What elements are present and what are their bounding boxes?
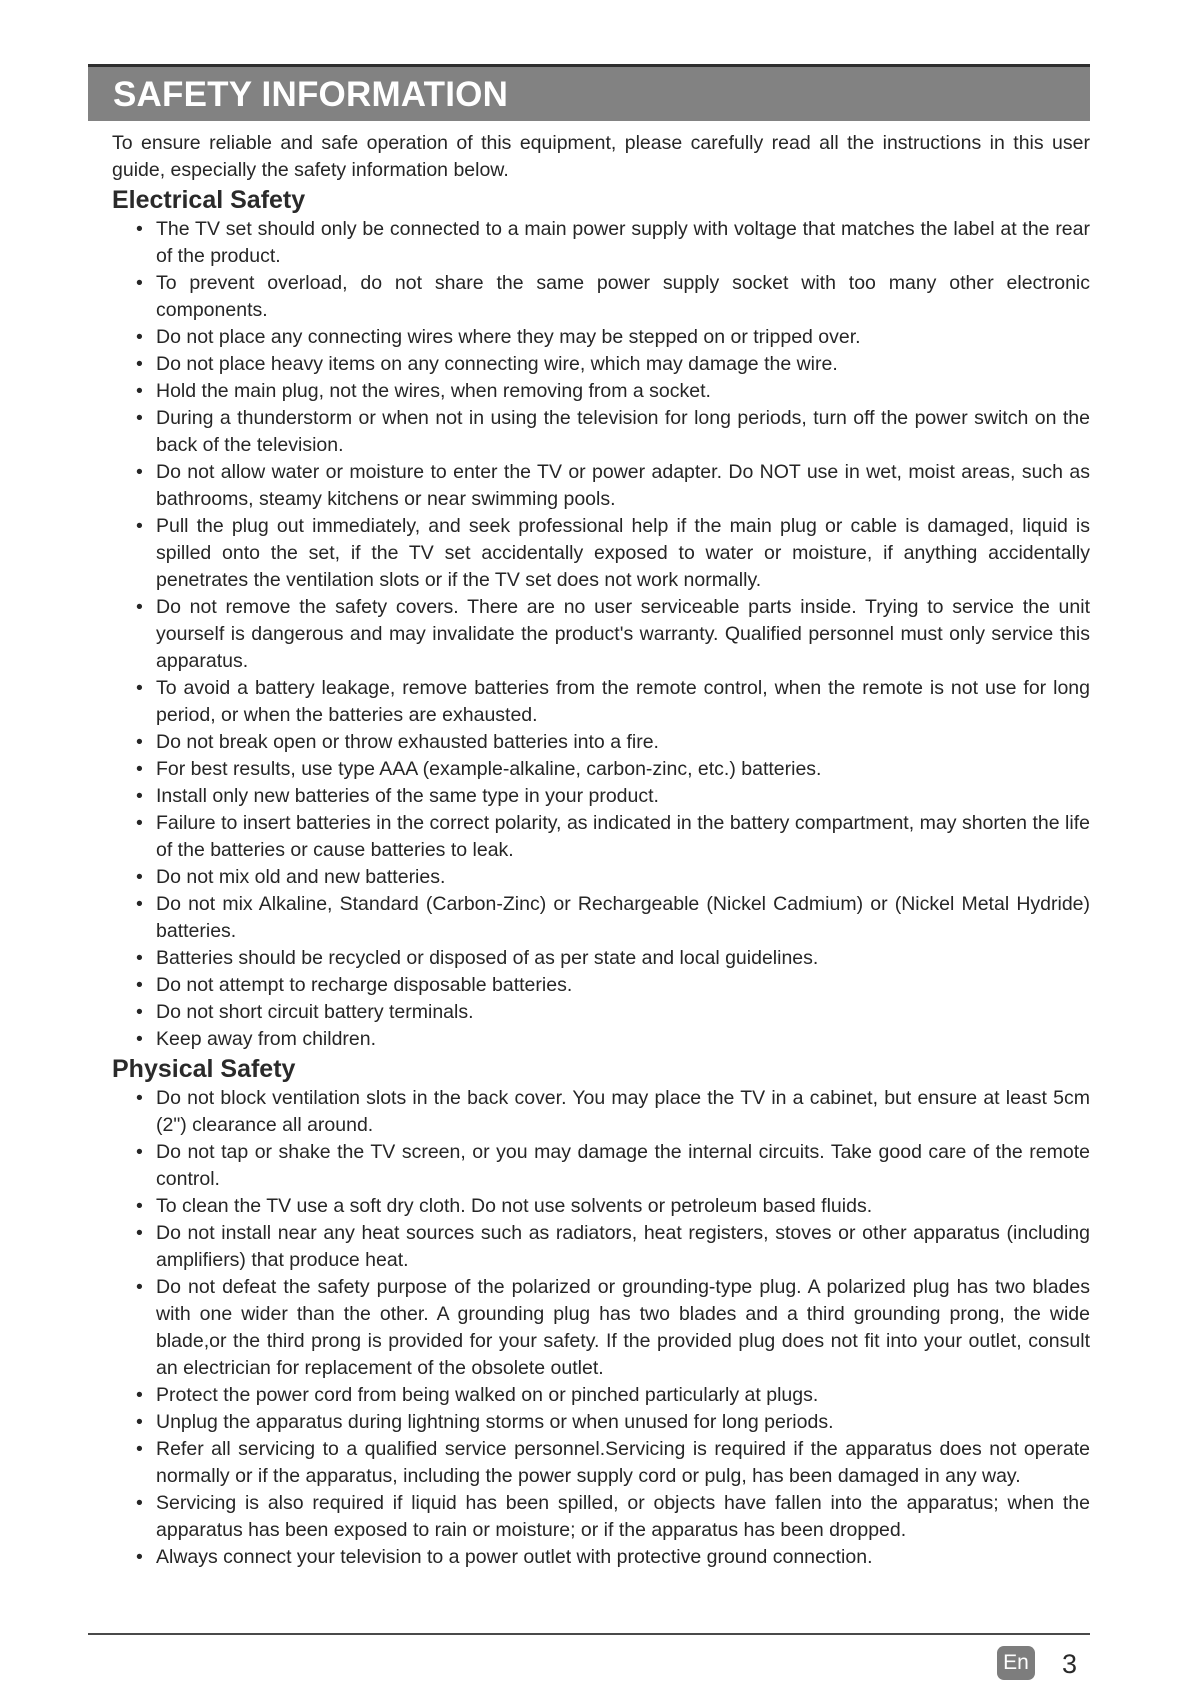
list-item: • Do not allow water or moisture to enter the TV or power adapter. Do NOT use in wet, moist areas, such as bathrooms, steamy kitchens or near swimming pools.	[112, 459, 1090, 513]
list-item: • Protect the power cord from being walked on or pinched particularly at plugs.	[112, 1382, 1090, 1409]
list-item: • Do not place heavy items on any connecting wire, which may damage the wire.	[112, 351, 1090, 378]
list-item: • Batteries should be recycled or disposed of as per state and local guidelines.	[112, 945, 1090, 972]
intro-paragraph: To ensure reliable and safe operation of this equipment, please carefully read all the instructions in this user guide, especially the safety information below.	[112, 132, 1090, 181]
document-body	[112, 130, 1090, 1571]
list-item: • To prevent overload, do not share the same power supply socket with too many other electronic components.	[112, 270, 1090, 324]
list-item: • During a thunderstorm or when not in using the television for long periods, turn off the power switch on the back of the television.	[112, 405, 1090, 459]
list-item: • To avoid a battery leakage, remove batteries from the remote control, when the remote is not use for long period, or when the batteries are exhausted.	[112, 675, 1090, 729]
list-item: • Do not mix Alkaline, Standard (Carbon-Zinc) or Rechargeable (Nickel Cadmium) or (Nickel Metal Hydride) batteries.	[112, 891, 1090, 945]
physical-safety-heading: Physical Safety	[112, 1055, 296, 1083]
list-item: • Failure to insert batteries in the correct polarity, as indicated in the battery compartment, may shorten the life of the batteries or cause batteries to leak.	[112, 810, 1090, 864]
electrical-safety-heading: Electrical Safety	[112, 186, 306, 214]
title-bar	[88, 67, 1090, 121]
list-item: • Hold the main plug, not the wires, when removing from a socket.	[112, 378, 1090, 405]
list-item: • Unplug the apparatus during lightning storms or when unused for long periods.	[112, 1409, 1090, 1436]
list-item: • Keep away from children.	[112, 1026, 1090, 1053]
list-item: • Do not install near any heat sources such as radiators, heat registers, stoves or other apparatus (including amplifiers) that produce heat.	[112, 1220, 1090, 1274]
list-item: • Do not block ventilation slots in the back cover. You may place the TV in a cabinet, but ensure at least 5cm (2") clearance all around.	[112, 1085, 1090, 1139]
list-item: • Servicing is also required if liquid has been spilled, or objects have fallen into the apparatus; when the apparatus has been exposed to rain or moisture; or if the apparatus has been dropped.	[112, 1490, 1090, 1544]
list-item: • Do not tap or shake the TV screen, or you may damage the internal circuits. Take good care of the remote control.	[112, 1139, 1090, 1193]
list-item: • Do not defeat the safety purpose of the polarized or grounding-type plug. A polarized plug has two blades with one wider than the other. A grounding plug has two blades and a third grounding prong, the wide blade,or the third prong is provided for your safety. If the provided plug does not fit into your outlet, consult an electrician for replacement of the obsolete outlet.	[112, 1274, 1090, 1382]
list-item: • Do not break open or throw exhausted batteries into a fire.	[112, 729, 1090, 756]
page-title: SAFETY INFORMATION	[113, 75, 509, 114]
list-item: • Do not remove the safety covers. There are no user serviceable parts inside. Trying to service the unit yourself is dangerous and may invalidate the product's warranty. Qualified personnel must only service this apparatus.	[112, 594, 1090, 675]
list-item: • Do not mix old and new batteries.	[112, 864, 1090, 891]
footer-rule	[88, 1633, 1090, 1635]
list-item: • Do not place any connecting wires where they may be stepped on or tripped over.	[112, 324, 1090, 351]
list-item: • To clean the TV use a soft dry cloth. Do not use solvents or petroleum based fluids.	[112, 1193, 1090, 1220]
list-item: • Refer all servicing to a qualified service personnel.Servicing is required if the apparatus does not operate normally or if the apparatus, including the power supply cord or pulg, has been damaged in any way.	[112, 1436, 1090, 1490]
physical-safety-section	[112, 1053, 1090, 1571]
list-item: • Do not attempt to recharge disposable batteries.	[112, 972, 1090, 999]
list-item: • For best results, use type AAA (example-alkaline, carbon-zinc, etc.) batteries.	[112, 756, 1090, 783]
list-item: • The TV set should only be connected to a main power supply with voltage that matches the label at the rear of the product.	[112, 216, 1090, 270]
language-badge: En	[997, 1646, 1035, 1680]
list-item: • Pull the plug out immediately, and seek professional help if the main plug or cable is damaged, liquid is spilled onto the set, if the TV set accidentally exposed to water or moisture, if anything accidentally penetrates the ventilation slots or if the TV set does not work normally.	[112, 513, 1090, 594]
list-item: • Do not short circuit battery terminals.	[112, 999, 1090, 1026]
electrical-safety-list	[112, 216, 1090, 1053]
page-number: 3	[1062, 1649, 1078, 1679]
list-item: • Install only new batteries of the same type in your product.	[112, 783, 1090, 810]
physical-safety-list	[112, 1085, 1090, 1571]
electrical-safety-section	[112, 184, 1090, 1053]
list-item: • Always connect your television to a power outlet with protective ground connection.	[112, 1544, 1090, 1571]
